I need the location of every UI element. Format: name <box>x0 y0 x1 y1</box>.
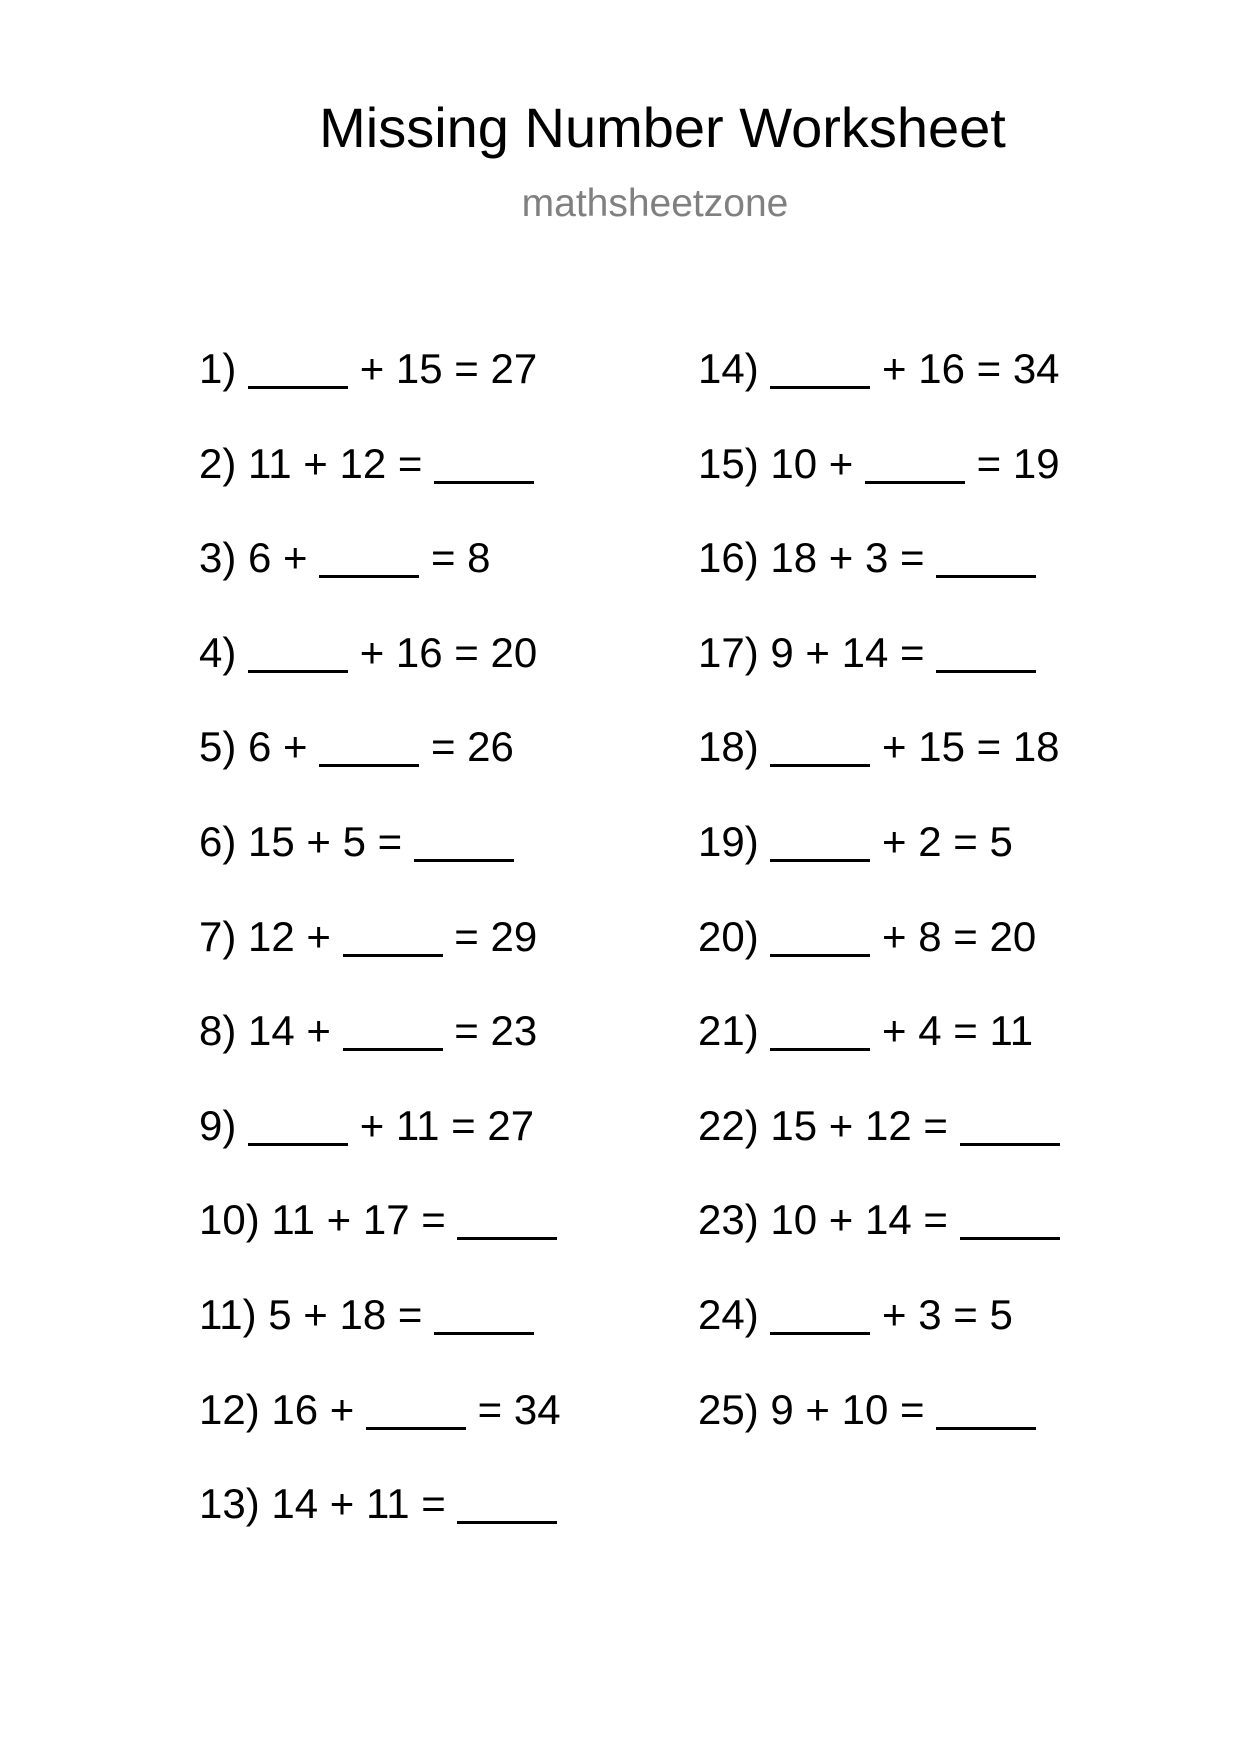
problem-item <box>199 1007 561 1102</box>
problem-item <box>698 818 1060 913</box>
problem-number: 2) <box>199 439 237 487</box>
answer-blank[interactable] <box>366 1427 466 1430</box>
problem-item <box>698 629 1060 724</box>
problem-number: 20) <box>698 912 759 960</box>
answer-blank[interactable] <box>457 1237 557 1240</box>
problem-item <box>698 723 1060 818</box>
problem-item <box>199 345 561 440</box>
problem-number: 3) <box>199 534 237 582</box>
problem-number: 23) <box>698 1196 759 1244</box>
answer-blank[interactable] <box>770 1332 870 1335</box>
problem-number: 9) <box>199 1101 237 1149</box>
problem-item <box>698 1196 1060 1291</box>
problem-number: 17) <box>698 628 759 676</box>
answer-blank[interactable] <box>457 1521 557 1524</box>
problem-item <box>199 913 561 1008</box>
problem-item <box>698 440 1060 535</box>
problem-right-part: = 34 <box>477 1385 561 1433</box>
answer-blank[interactable] <box>434 481 534 484</box>
problem-right-part: + 16 = 20 <box>359 628 538 676</box>
answer-blank[interactable] <box>936 670 1036 673</box>
answer-blank[interactable] <box>770 1048 870 1051</box>
problem-item <box>698 1291 1060 1386</box>
answer-blank[interactable] <box>770 764 870 767</box>
answer-blank[interactable] <box>414 859 514 862</box>
problem-left-part: 10 + 14 = <box>770 1196 948 1244</box>
problem-right-part: + 15 = 18 <box>882 723 1060 771</box>
problem-right-part: + 8 = 20 <box>882 912 1037 960</box>
problem-number: 7) <box>199 912 237 960</box>
problem-number: 19) <box>698 817 759 865</box>
answer-blank[interactable] <box>770 386 870 389</box>
answer-blank[interactable] <box>248 386 348 389</box>
problem-item <box>698 1102 1060 1197</box>
problem-number: 21) <box>698 1007 759 1055</box>
problem-item <box>199 1102 561 1197</box>
problem-right-part: = 8 <box>430 534 491 582</box>
problem-number: 25) <box>698 1385 759 1433</box>
answer-blank[interactable] <box>936 575 1036 578</box>
problem-left-part: 14 + <box>248 1007 331 1055</box>
problem-left-part: 9 + 14 = <box>770 628 925 676</box>
problem-left-part: 6 + <box>248 723 308 771</box>
problem-number: 22) <box>698 1101 759 1149</box>
problem-right-part: = 23 <box>454 1007 538 1055</box>
answer-blank[interactable] <box>248 670 348 673</box>
problem-item <box>698 1007 1060 1102</box>
problem-number: 6) <box>199 817 237 865</box>
problem-item <box>199 1196 561 1291</box>
problem-number: 10) <box>199 1196 260 1244</box>
answer-blank[interactable] <box>248 1143 348 1146</box>
problem-right-part: + 15 = 27 <box>359 345 538 392</box>
problem-number: 24) <box>698 1290 759 1338</box>
problem-right-part: + 16 = 34 <box>882 345 1060 392</box>
problem-item <box>698 913 1060 1008</box>
problem-left-part: 15 + 12 = <box>770 1101 948 1149</box>
problem-number: 16) <box>698 534 759 582</box>
problem-number: 12) <box>199 1385 260 1433</box>
answer-blank[interactable] <box>434 1332 534 1335</box>
problem-left-part: 11 + 12 = <box>248 439 423 487</box>
problem-item <box>199 440 561 535</box>
problem-number: 4) <box>199 628 237 676</box>
answer-blank[interactable] <box>319 575 419 578</box>
answer-blank[interactable] <box>319 764 419 767</box>
answer-blank[interactable] <box>960 1143 1060 1146</box>
problem-item <box>199 818 561 913</box>
answer-blank[interactable] <box>343 1048 443 1051</box>
problem-left-part: 11 + 17 = <box>271 1196 446 1244</box>
problem-left-part: 5 + 18 = <box>268 1290 423 1338</box>
problem-left-part: 12 + <box>248 912 331 960</box>
problem-item <box>698 345 1060 440</box>
problem-number: 18) <box>698 723 759 771</box>
page-title: Missing Number Worksheet <box>319 96 1006 159</box>
problem-column-left <box>199 345 561 1575</box>
problem-item <box>199 723 561 818</box>
problem-left-part: 10 + <box>770 439 854 487</box>
problem-item <box>199 629 561 724</box>
problem-left-part: 6 + <box>248 534 308 582</box>
problem-right-part: + 3 = 5 <box>882 1290 1013 1338</box>
answer-blank[interactable] <box>343 954 443 957</box>
problem-column-right <box>698 345 1060 1480</box>
problem-number: 13) <box>199 1480 260 1528</box>
problem-number: 15) <box>698 439 759 487</box>
answer-blank[interactable] <box>960 1237 1060 1240</box>
site-name: mathsheetzone <box>521 182 789 225</box>
problem-right-part: + 2 = 5 <box>882 817 1013 865</box>
answer-blank[interactable] <box>936 1427 1036 1430</box>
problem-right-part: = 29 <box>454 912 538 960</box>
problem-right-part: = 26 <box>430 723 514 771</box>
problem-item <box>199 1480 561 1575</box>
problem-left-part: 9 + 10 = <box>770 1385 925 1433</box>
problem-right-part: + 4 = 11 <box>882 1007 1034 1055</box>
problem-right-part: + 11 = 27 <box>359 1101 535 1149</box>
problem-item <box>199 534 561 629</box>
problem-number: 11) <box>199 1290 257 1338</box>
answer-blank[interactable] <box>865 481 965 484</box>
problem-left-part: 14 + 11 = <box>271 1480 446 1528</box>
answer-blank[interactable] <box>770 954 870 957</box>
problem-item <box>698 534 1060 629</box>
problem-left-part: 16 + <box>271 1385 355 1433</box>
problem-number: 1) <box>199 345 237 392</box>
problem-number: 5) <box>199 723 237 771</box>
problem-item <box>199 1386 561 1481</box>
problem-left-part: 18 + 3 = <box>770 534 925 582</box>
problem-left-part: 15 + 5 = <box>248 817 403 865</box>
problem-item <box>698 1386 1060 1481</box>
problem-right-part: = 19 <box>976 439 1060 487</box>
problem-number: 14) <box>698 345 759 392</box>
problem-item <box>199 1291 561 1386</box>
problem-number: 8) <box>199 1007 237 1055</box>
answer-blank[interactable] <box>770 859 870 862</box>
